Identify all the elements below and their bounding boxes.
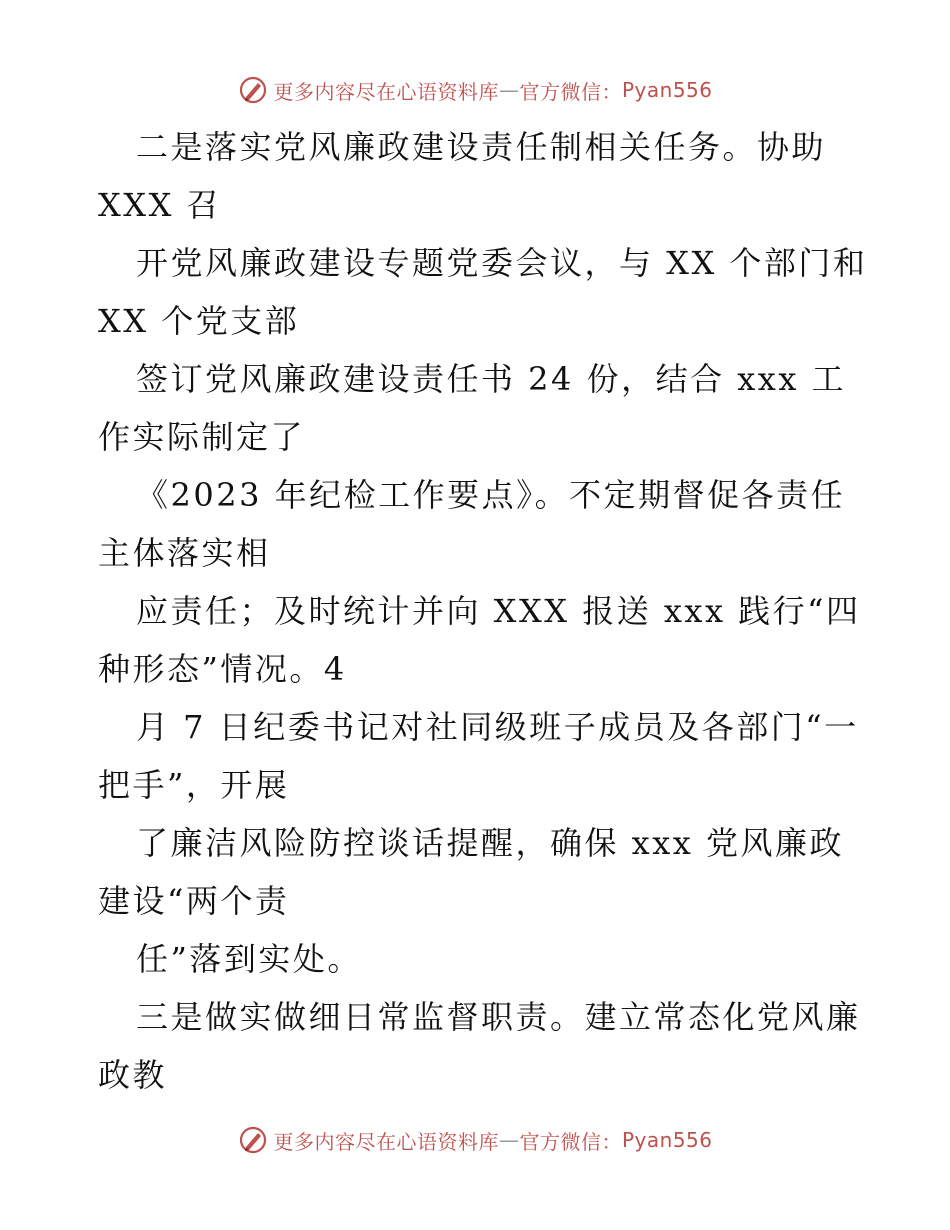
text-line: 任”落到实处。 [136, 940, 362, 978]
pen-logo-icon [237, 1124, 269, 1156]
text-line: 签订党风廉政建设责任书 24 份，结合 xxx 工 [136, 360, 847, 398]
watermark-text: 更多内容尽在心语资料库 [273, 79, 499, 104]
text-line: 建设“两个责 [98, 882, 290, 920]
footer-watermark [0, 1120, 950, 1160]
text-line: 把手”，开展 [98, 766, 290, 804]
text-line: 主体落实相 [98, 534, 271, 572]
text-line: 种形态”情况。4 [98, 650, 347, 688]
document-body [98, 118, 868, 1104]
text-line: 《2023 年纪检工作要点》。不定期督促各责任 [136, 476, 846, 514]
watermark-wechat-label: 官方微信： [519, 79, 622, 104]
text-line: XX 个党支部 [98, 302, 300, 340]
watermark-separator: — [498, 78, 520, 102]
text-line: 二是落实党风廉政建设责任制相关任务。协助 [136, 128, 827, 166]
text-line: 三是做实做细日常监督职责。建立常态化党风廉 [136, 998, 861, 1036]
watermark-wechat-label: 官方微信： [519, 1129, 622, 1154]
text-line: 月 7 日纪委书记对社同级班子成员及各部门“一 [136, 708, 859, 746]
header-watermark [0, 70, 950, 110]
pen-logo-icon [237, 74, 269, 106]
watermark-wechat-id: Pyan556 [621, 78, 713, 102]
text-line: 开党风廉政建设专题党委会议，与 XX 个部门和 [136, 244, 868, 282]
text-line: 应责任；及时统计并向 XXX 报送 xxx 践行“四 [136, 592, 861, 630]
watermark-wechat-id: Pyan556 [621, 1128, 713, 1152]
watermark-separator: — [498, 1128, 520, 1152]
text-line: 政教 [98, 1056, 168, 1094]
watermark-text: 更多内容尽在心语资料库 [273, 1129, 499, 1154]
text-line: XXX 召 [98, 186, 222, 224]
text-line: 作实际制定了 [98, 418, 306, 456]
text-line: 了廉洁风险防控谈话提醒，确保 xxx 党风廉政 [136, 824, 844, 862]
